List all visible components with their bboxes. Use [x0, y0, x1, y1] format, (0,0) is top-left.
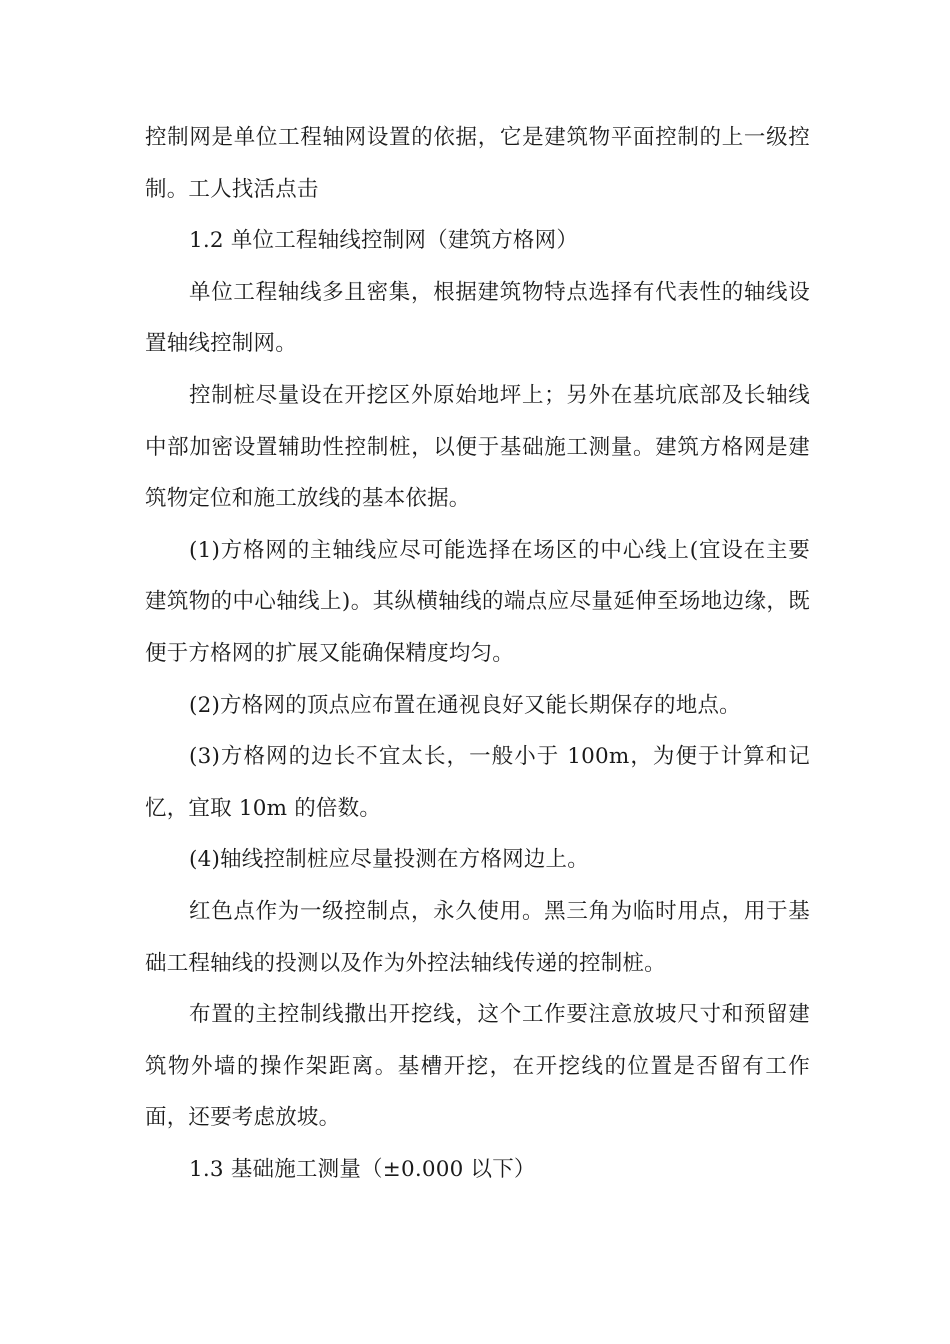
- list-item-1-main-axis: (1)方格网的主轴线应尽可能选择在场区的中心线上(宜设在主要建筑物的中心轴线上)。其纵横轴线的端点应尽量延伸至场地边缘，既便于方格网的扩展又能确保精度均匀。: [145, 537, 810, 666]
- paragraph-control-point-colors: 红色点作为一级控制点，永久使用。黑三角为临时用点，用于基础工程轴线的投测以及作为外控法轴线传递的控制桩。: [145, 898, 810, 976]
- list-item-3-side-length: (3)方格网的边长不宜太长，一般小于 100m，为便于计算和记忆，宜取 10m 的倍数。: [145, 744, 810, 821]
- paragraph-excavation-line: 布置的主控制线撒出开挖线，这个工作要注意放坡尺寸和预留建筑物外墙的操作架距离。基槽开挖，在开挖线的位置是否留有工作面，还要考虑放坡。: [145, 1002, 810, 1131]
- list-item-2-vertex-placement: (2)方格网的顶点应布置在通视良好又能长期保存的地点。: [189, 692, 741, 718]
- paragraph-control-network-basis: 控制网是单位工程轴网设置的依据，它是建筑物平面控制的上一级控制。工人找活点击: [145, 125, 810, 202]
- section-heading-1-2: 1.2 单位工程轴线控制网（建筑方格网）: [189, 228, 579, 254]
- list-item-4-axis-pile: (4)轴线控制桩应尽量投测在方格网边上。: [189, 847, 589, 873]
- paragraph-axis-selection: 单位工程轴线多且密集，根据建筑物特点选择有代表性的轴线设置轴线控制网。: [145, 279, 810, 357]
- section-heading-1-3: 1.3 基础施工测量（±0.000 以下）: [189, 1156, 536, 1182]
- document-body: [145, 112, 810, 1195]
- paragraph-control-pile-placement: 控制桩尽量设在开挖区外原始地坪上；另外在基坑底部及长轴线中部加密设置辅助性控制桩，以便于基础施工测量。建筑方格网是建筑物定位和施工放线的基本依据。: [145, 382, 810, 512]
